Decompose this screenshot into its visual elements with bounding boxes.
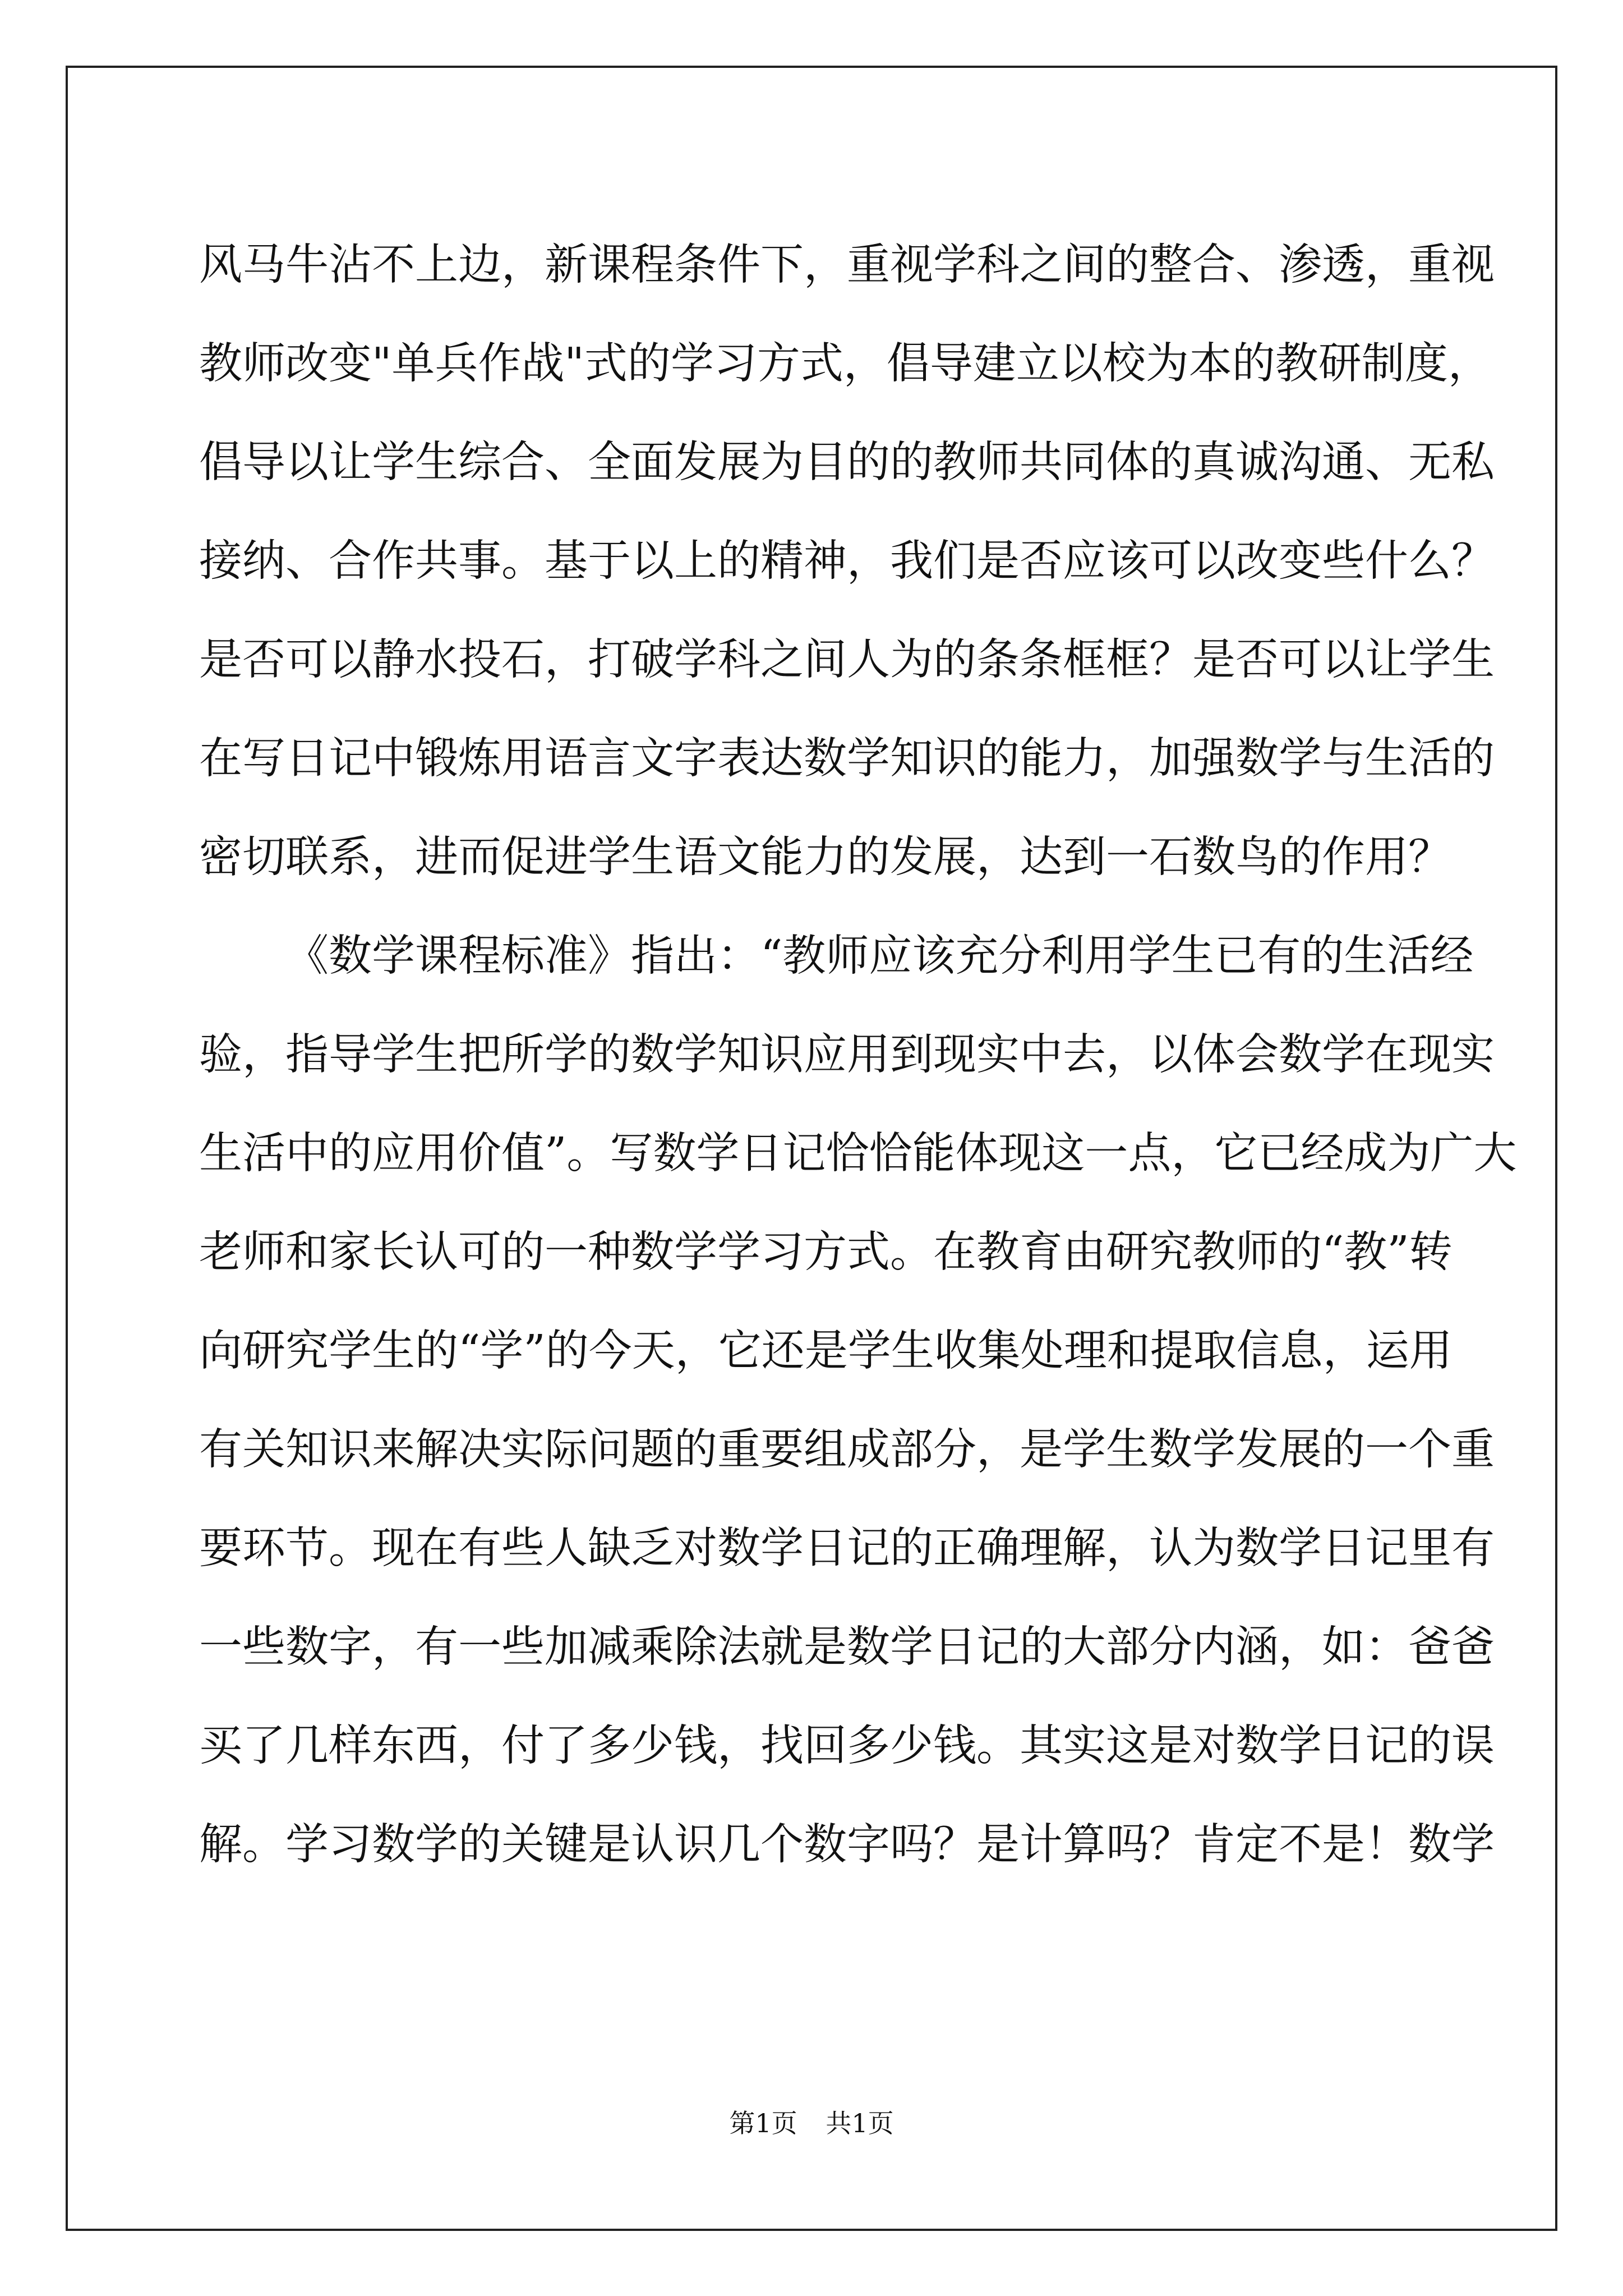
text-line: 生活中的应用价值”。写数学日记恰恰能体现这一点，它已经成为广大 xyxy=(199,1129,1517,1179)
document-body xyxy=(199,216,1517,1894)
page-footer xyxy=(0,2106,1623,2140)
text-line: 接纳、合作共事。基于以上的精神，我们是否应该可以改变些什么？ xyxy=(199,536,1495,586)
page-total: 共1页 xyxy=(826,2108,894,2138)
text-line: 倡导以让学生综合、全面发展为目的的教师共同体的真诚沟通、无私 xyxy=(199,438,1495,487)
text-line: 老师和家长认可的一种数学学习方式。在教育由研究教师的“教”转 xyxy=(199,1227,1453,1277)
page-number: 第1页 xyxy=(729,2108,797,2138)
text-line: 《数学课程标准》指出：“教师应该充分利用学生已有的生活经 xyxy=(285,931,1474,981)
text-line: 向研究学生的“学”的今天，它还是学生收集处理和提取信息，运用 xyxy=(199,1326,1453,1376)
text-line: 解。学习数学的关键是认识几个数字吗？是计算吗？肯定不是！数学 xyxy=(199,1820,1495,1870)
text-line: 一些数字，有一些加减乘除法就是数学日记的大部分内涵，如：爸爸 xyxy=(199,1622,1495,1672)
text-line: 买了几样东西，付了多少钱，找回多少钱。其实这是对数学日记的误 xyxy=(199,1721,1495,1771)
text-line: 要环节。现在有些人缺乏对数学日记的正确理解，认为数学日记里有 xyxy=(199,1524,1495,1573)
text-line: 在写日记中锻炼用语言文字表达数学知识的能力，加强数学与生活的 xyxy=(199,734,1495,784)
text-line: 有关知识来解决实际问题的重要组成部分，是学生数学发展的一个重 xyxy=(199,1425,1495,1475)
text-line: 验，指导学生把所学的数学知识应用到现实中去，以体会数学在现实 xyxy=(199,1030,1495,1080)
text-line: 风马牛沾不上边，新课程条件下，重视学科之间的整合、渗透，重视 xyxy=(199,240,1495,290)
text-line: 教师改变"单兵作战"式的学习方式，倡导建立以校为本的教研制度， xyxy=(199,339,1491,389)
text-line: 密切联系，进而促进学生语文能力的发展，达到一石数鸟的作用？ xyxy=(199,832,1451,882)
text-line: 是否可以静水投石，打破学科之间人为的条条框框？是否可以让学生 xyxy=(199,635,1495,685)
